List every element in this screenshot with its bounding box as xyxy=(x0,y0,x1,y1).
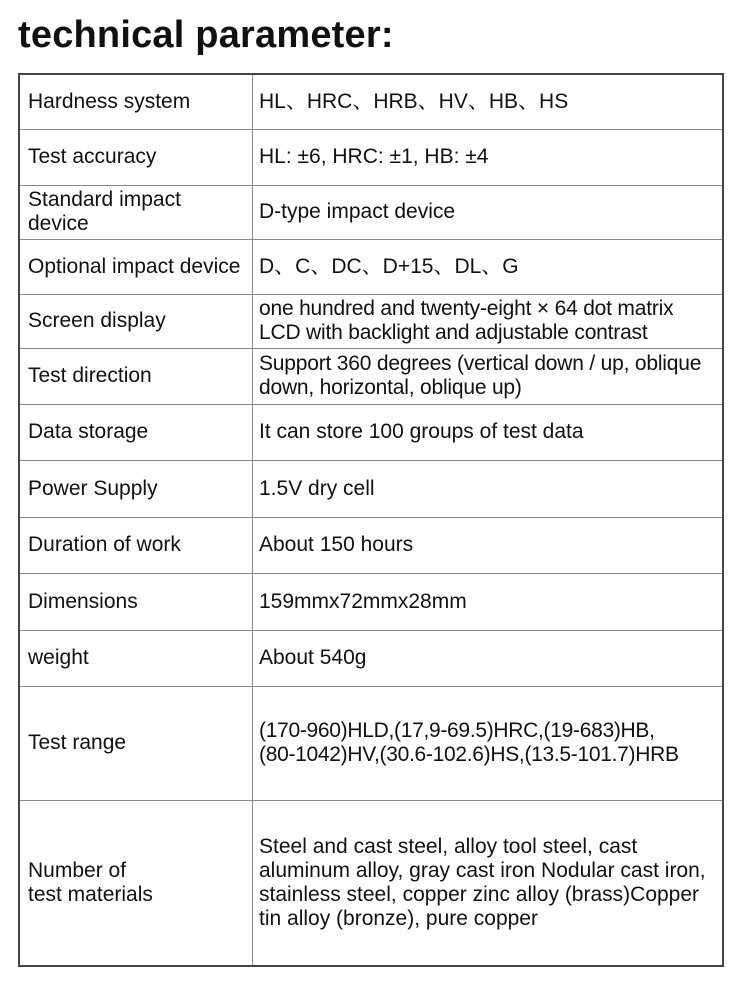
spec-table xyxy=(18,73,724,967)
row-label: weight xyxy=(19,630,253,686)
row-value: HL、HRC、HRB、HV、HB、HS xyxy=(253,74,724,129)
label-line: test materials xyxy=(28,882,153,906)
row-value: HL: ±6, HRC: ±1, HB: ±4 xyxy=(253,129,724,185)
row-value: About 540g xyxy=(253,630,724,686)
table-row xyxy=(19,404,723,460)
row-value: Support 360 degrees (vertical down / up, oblique down, horizontal, oblique up) xyxy=(253,348,724,404)
table-row xyxy=(19,800,723,966)
row-label: Power Supply xyxy=(19,460,253,517)
row-value: It can store 100 groups of test data xyxy=(253,404,724,460)
row-value: D-type impact device xyxy=(253,185,724,239)
row-label: Duration of work xyxy=(19,517,253,573)
table-row xyxy=(19,630,723,686)
table-row xyxy=(19,74,723,129)
row-value: 159mmx72mmx28mm xyxy=(253,573,724,630)
row-value: one hundred and twenty-eight × 64 dot matrix LCD with backlight and adjustable contrast xyxy=(253,294,724,348)
row-label: Test accuracy xyxy=(19,129,253,185)
row-label: Hardness system xyxy=(19,74,253,129)
range-line: (170-960)HLD,(17,9-69.5)HRC,(19-683)HB, xyxy=(259,719,655,742)
table-row xyxy=(19,517,723,573)
row-label: Test direction xyxy=(19,348,253,404)
row-label xyxy=(19,800,253,966)
row-value: 1.5V dry cell xyxy=(253,460,724,517)
row-label: Screen display xyxy=(19,294,253,348)
row-value: About 150 hours xyxy=(253,517,724,573)
label-line: Number of xyxy=(28,858,127,882)
row-label: Optional impact device xyxy=(19,239,253,294)
table-row xyxy=(19,686,723,800)
row-label: Data storage xyxy=(19,404,253,460)
table-row xyxy=(19,129,723,185)
row-value: D、C、DC、D+15、DL、G xyxy=(253,239,724,294)
row-label: Standard impact device xyxy=(19,185,253,239)
table-row xyxy=(19,348,723,404)
page-title: technical parameter: xyxy=(18,14,394,56)
row-label: Test range xyxy=(19,686,253,800)
table-row xyxy=(19,185,723,239)
row-label: Dimensions xyxy=(19,573,253,630)
range-line: (80-1042)HV,(30.6-102.6)HS,(13.5-101.7)HRB xyxy=(259,743,679,766)
table-row xyxy=(19,239,723,294)
table-row xyxy=(19,460,723,517)
table-row xyxy=(19,294,723,348)
row-value xyxy=(253,686,724,800)
row-value: Steel and cast steel, alloy tool steel, cast aluminum alloy, gray cast iron Nodular cast iron, stainless steel, copper zinc alloy (brass)Copper tin alloy (bronze), pure copper xyxy=(253,800,724,966)
table-row xyxy=(19,573,723,630)
